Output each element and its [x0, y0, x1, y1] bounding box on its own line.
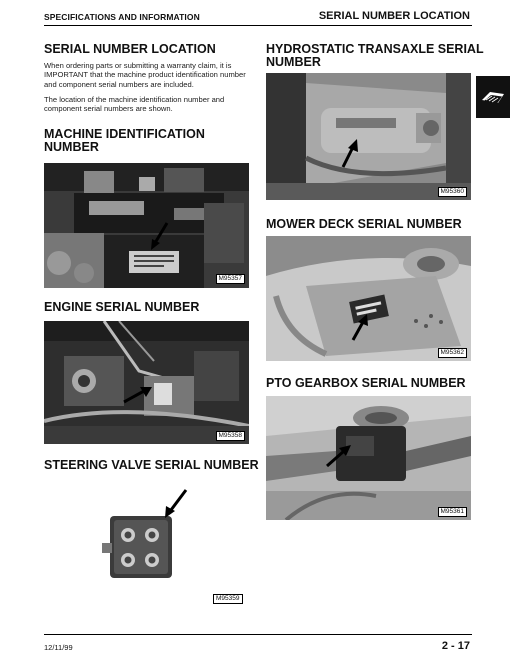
engine-serial-photo: [44, 321, 249, 444]
arrow-icon: [122, 385, 154, 405]
pto-gearbox-title: PTO GEARBOX SERIAL NUMBER: [266, 376, 466, 390]
pto-gearbox-photo: [266, 396, 471, 520]
engine-figure-number: M95358: [216, 431, 246, 441]
running-header-section: SPECIFICATIONS AND INFORMATION: [44, 12, 200, 22]
arrow-icon: [324, 444, 352, 468]
section-title-serial-location: SERIAL NUMBER LOCATION: [44, 42, 216, 56]
section-tab: [476, 76, 510, 118]
machine-id-figure-number: M95357: [216, 274, 246, 284]
engine-serial-title: ENGINE SERIAL NUMBER: [44, 300, 200, 314]
hydro-transaxle-photo: [266, 73, 471, 200]
footer-rule: [44, 634, 472, 635]
header-rule: [44, 25, 472, 26]
hydro-figure-number: M95360: [438, 187, 468, 197]
steering-figure-number: M95359: [213, 594, 243, 604]
running-header-title: SERIAL NUMBER LOCATION: [318, 10, 470, 22]
steering-valve-photo: [100, 488, 190, 583]
arrow-icon: [149, 221, 171, 251]
hydro-title-line2: NUMBER: [266, 55, 321, 69]
hydro-transaxle-title: [266, 43, 484, 69]
mower-deck-photo: [266, 236, 471, 361]
steering-valve-title: STEERING VALVE SERIAL NUMBER: [44, 458, 259, 472]
page-number: 2 - 17: [441, 640, 470, 652]
arrow-icon: [162, 488, 188, 520]
intro-paragraph: When ordering parts or submitting a warranty claim, it is IMPORTANT that the machine product identification number and component serial numbers are included.: [44, 61, 246, 89]
footer-date: 12/11/99: [44, 643, 73, 652]
arrow-icon: [348, 314, 370, 342]
machine-id-title-line1: MACHINE IDENTIFICATION: [44, 127, 205, 141]
machine-id-title: [44, 128, 205, 154]
mower-deck-title: MOWER DECK SERIAL NUMBER: [266, 217, 462, 231]
machine-id-title-line2: NUMBER: [44, 140, 99, 154]
location-paragraph: The location of the machine identification number and component serial numbers are shown.: [44, 95, 225, 114]
pto-figure-number: M95361: [438, 507, 468, 517]
machine-id-photo: [44, 163, 249, 288]
arrow-icon: [338, 139, 360, 169]
manual-book-icon: [476, 76, 510, 118]
hydro-title-line1: HYDROSTATIC TRANSAXLE SERIAL: [266, 42, 484, 56]
mower-figure-number: M95362: [438, 348, 468, 358]
